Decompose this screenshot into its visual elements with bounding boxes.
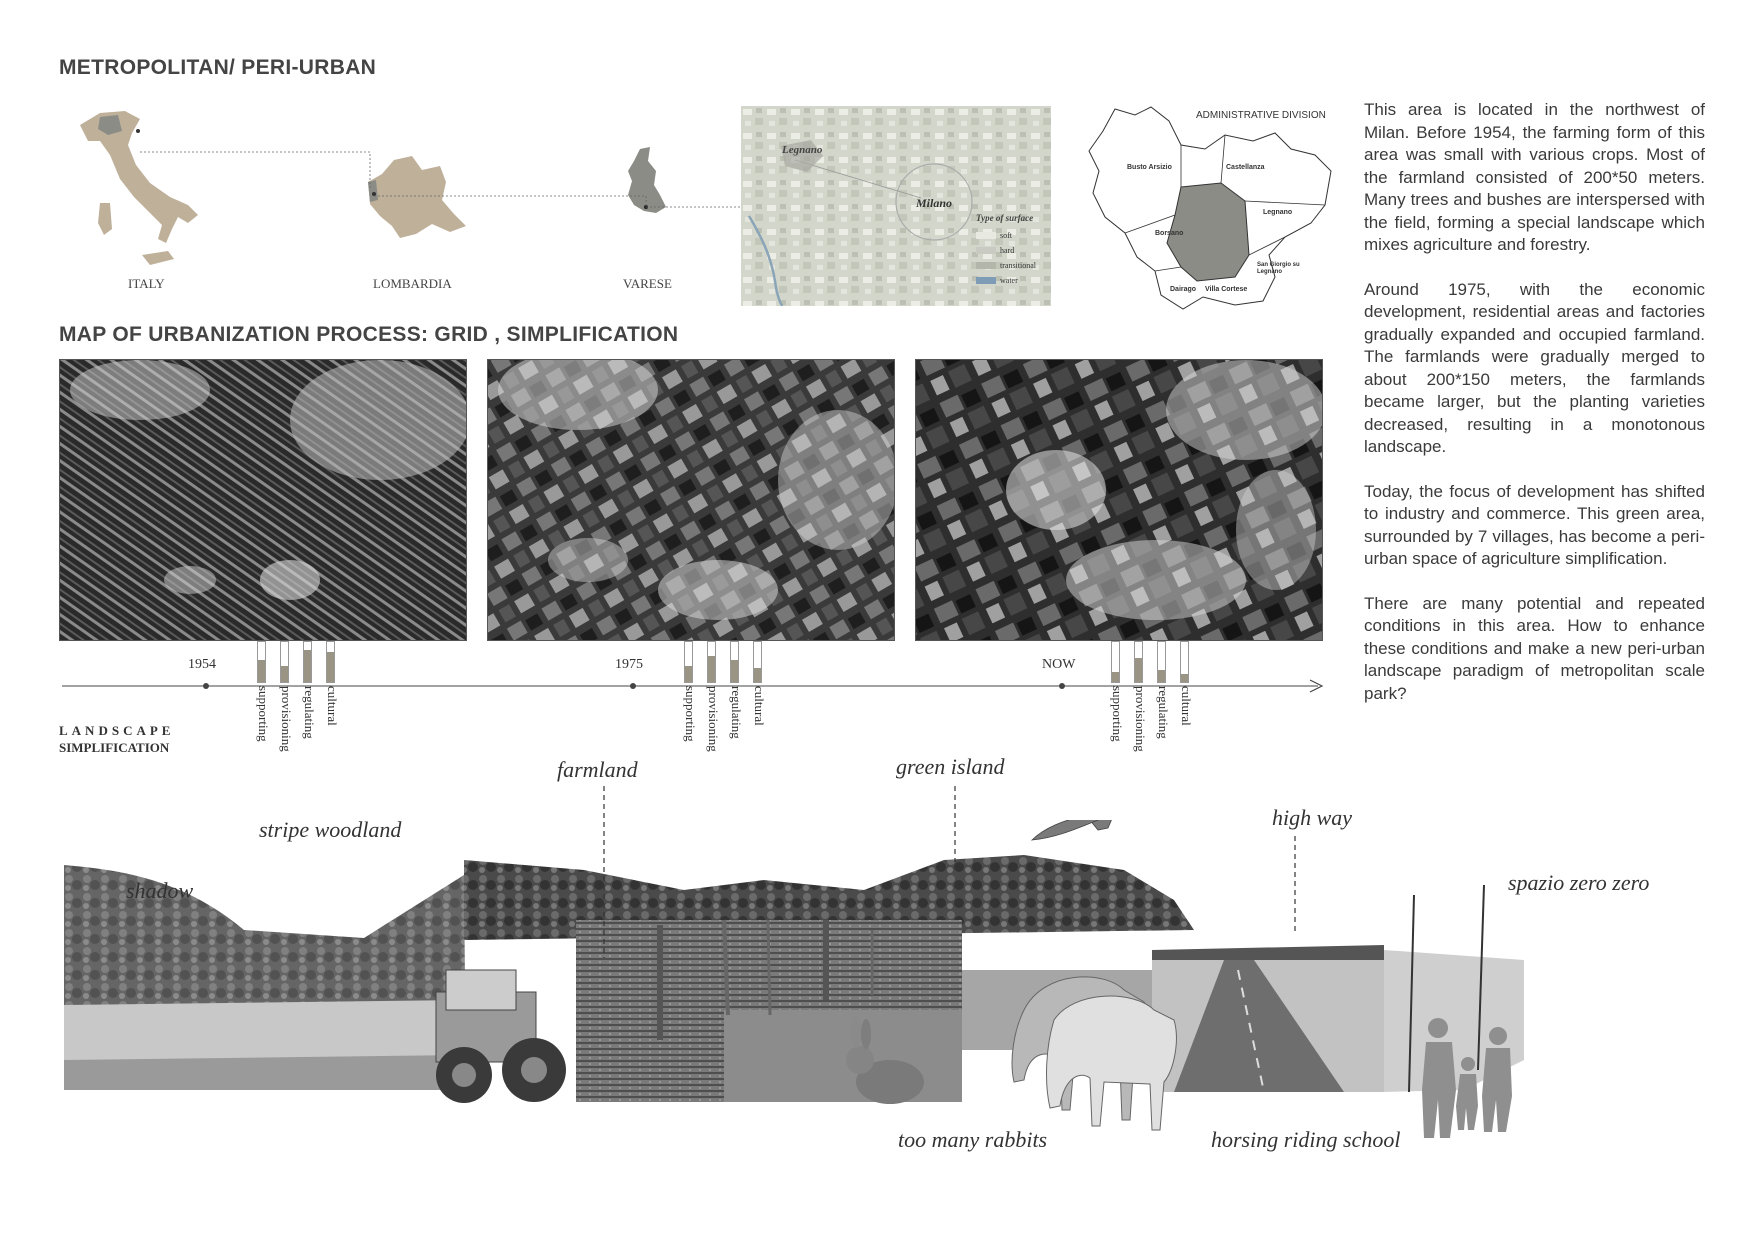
landscape-legend-line1: LANDSCAPE <box>59 723 175 738</box>
caption-too-many-rabbits: too many rabbits <box>898 1127 1048 1152</box>
lombardia-label: LOMBARDIA <box>373 276 452 291</box>
caption-stripe-woodland: stripe woodland <box>259 817 402 842</box>
caption-green-island: green island <box>896 754 1005 779</box>
paragraph-1: This area is located in the northwest of Milan. Before 1954, the farming form of this area was small with various crops. Most of the farmland consisted of 200*50 meters. Many trees and bushes are interspersed with the field, forming a special landscape which mixes agriculture and forestry. <box>1364 100 1705 254</box>
italy-label: ITALY <box>128 276 165 291</box>
admin-place-dairago: Dairago <box>1170 286 1197 293</box>
service-label-supporting: supporting <box>256 686 271 742</box>
legend-item-transitional: transitional <box>976 258 1046 273</box>
admin-place-legnano: Legnano <box>1263 209 1293 216</box>
section-title-urbanization: MAP OF URBANIZATION PROCESS: GRID , SIMPLIFICATION <box>59 323 679 346</box>
paragraph-2: Around 1975, with the economic development, residential areas and factories gradually expanded and occupied farmland. The farmlands were gradually merged to about 200*150 meters, the farmlands became larger, but the planting varieties decreased, resulting in a monotonous landscape. <box>1364 279 1705 456</box>
varese-label: VARESE <box>623 276 672 291</box>
admin-place-castellanza: Castellanza <box>1226 164 1265 171</box>
admin-place-borsano: Borsano <box>1155 230 1184 237</box>
legend-item-hard: hard <box>976 243 1046 258</box>
timeline-year-1954: 1954 <box>188 657 216 672</box>
service-label-provisioning: provisioning <box>706 686 721 752</box>
caption-farmland: farmland <box>557 757 638 782</box>
service-label-regulating: regulating <box>302 686 317 739</box>
service-label-supporting: supporting <box>683 686 698 742</box>
service-label-cultural: cultural <box>325 686 340 726</box>
admin-division-title: ADMINISTRATIVE DIVISION <box>1196 110 1326 121</box>
legnano-label: Legnano <box>782 144 823 156</box>
surface-legend-title: Type of surface <box>976 213 1034 223</box>
admin-place-busto: Busto Arsizio <box>1127 164 1172 171</box>
timeline-year-now: NOW <box>1042 657 1076 672</box>
service-label-cultural: cultural <box>1179 686 1194 726</box>
service-label-supporting: supporting <box>1110 686 1125 742</box>
legend-item-water: water <box>976 273 1046 288</box>
landscape-legend-line2: SIMPLIFICATION <box>59 740 170 755</box>
caption-horsing-riding-school: horsing riding school <box>1211 1127 1401 1152</box>
legend-item-soft: soft <box>976 228 1046 243</box>
service-label-provisioning: provisioning <box>1133 686 1148 752</box>
milano-label: Milano <box>916 196 953 210</box>
caption-high-way: high way <box>1272 805 1353 830</box>
paragraph-3: Today, the focus of development has shifted to industry and commerce. This green area, surrounded by 7 villages, has become a peri-urban space of agriculture simplification. <box>1364 481 1705 568</box>
admin-place-sangiorgio: San Giorgio su Legnano <box>1257 262 1300 275</box>
caption-shadow: shadow <box>126 878 194 903</box>
service-label-cultural: cultural <box>752 686 767 726</box>
service-label-provisioning: provisioning <box>279 686 294 752</box>
paragraph-4: There are many potential and repeated conditions in this area. How to enhance these conditions and make a new peri-urban landscape paradigm of metropolitan scale park? <box>1364 593 1705 703</box>
caption-spazio-zero-zero: spazio zero zero <box>1508 870 1650 895</box>
page-title: METROPOLITAN/ PERI-URBAN <box>59 56 377 79</box>
timeline-year-1975: 1975 <box>615 657 643 672</box>
service-label-regulating: regulating <box>1156 686 1171 739</box>
admin-place-villacortese: Villa Cortese <box>1205 286 1248 293</box>
service-label-regulating: regulating <box>729 686 744 739</box>
